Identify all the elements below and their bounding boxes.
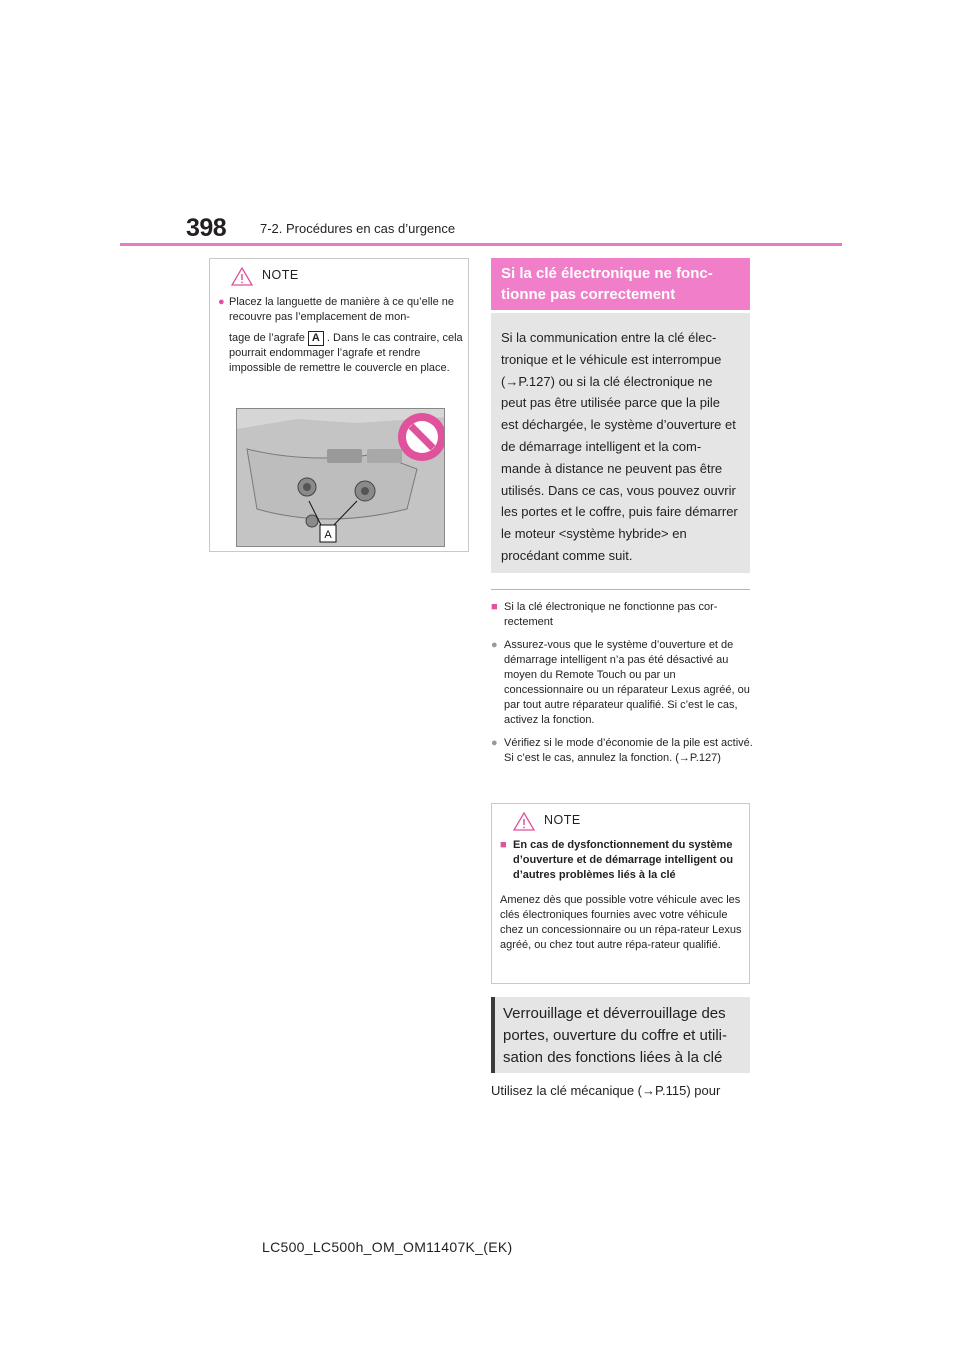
divider [491,589,750,590]
note-text-post: . Dans le cas contraire, cela pourrait endommager l’agrafe et rendre impossible de remettre le couvercle en place. [229,332,463,374]
note-box [491,803,750,984]
note-header [492,804,749,834]
note-label: NOTE [262,268,299,282]
bullet-text: Vérifiez si le mode d’économie de la pile est activé. Si c’est le cas, annulez la fonction. (→P.127) [504,737,753,764]
square-bullet-icon: ■ [491,601,498,613]
note-label: NOTE [544,813,581,827]
bullet-icon: ● [218,296,225,308]
bullet-text: Assurez-vous que le système d’ouverture et de démarrage intelligent n’a pas été désactivé au moyen du Remote Touch ou par un concessionnaire ou un réparateur Lexus agréé, ou par tout autre réparateur qualifié. Si c’est le cas, activez la fonction. [504,639,750,726]
callout-label: A [324,529,332,541]
section-heading: Si la clé électronique ne fonc-tionne pas correctement [491,258,750,310]
illustration [236,408,445,547]
note-body [500,838,746,953]
warning-icon [513,812,535,831]
info-body [491,600,753,774]
warning-icon [231,267,253,286]
intro-panel: Si la communication entre la clé élec-tronique et le véhicule est interrompue (→P.127) ou si la clé électronique ne peut pas être utilisée parce que la pile est déchargée, le système d’ouverture et de démarrage intelligent et la com-mande à distance ne peuvent pas être utilisés. Dans ce cas, vous pouvez ouvrir les portes et le coffre, puis faire démarrer le moteur <système hybride> en procédant comme suit. [491,313,750,573]
clip-illustration [237,409,445,547]
note-header [210,259,468,289]
section-heading: Verrouillage et déverrouillage des portes, ouverture du coffre et utili-sation des fonctions liées à la clé [491,997,750,1073]
square-bullet-icon: ■ [500,839,507,851]
page-number: 398 [186,214,227,242]
bullet-icon: ● [491,639,498,651]
note-sub-heading: En cas de dysfonctionnement du système d’ouverture et de démarrage intelligent ou d’autres problèmes liés à la clé [513,839,734,881]
note-text: Amenez dès que possible votre véhicule avec les clés électroniques fournies avec votre véhicule chez un concessionnaire ou un répa-rateur Lexus agréé, ou chez tout autre répa-rateur qualifié. [500,894,742,951]
note-body [218,295,464,376]
body-text: Utilisez la clé mécanique (→P.115) pour [491,1083,721,1098]
bullet-icon: ● [491,737,498,749]
section-title: 7-2. Procédures en cas d’urgence [260,221,456,236]
note-text: Placez la languette de manière à ce qu’elle ne recouvre pas l’emplacement de mon- [229,296,455,323]
sub-heading: Si la clé électronique ne fonctionne pas cor-rectement [504,601,718,628]
note-text-pre: tage de l’agrafe [229,332,305,344]
header-divider [120,243,842,246]
callout-marker: A [308,331,324,346]
footer-code: LC500_LC500h_OM_OM11407K_(EK) [262,1239,513,1255]
